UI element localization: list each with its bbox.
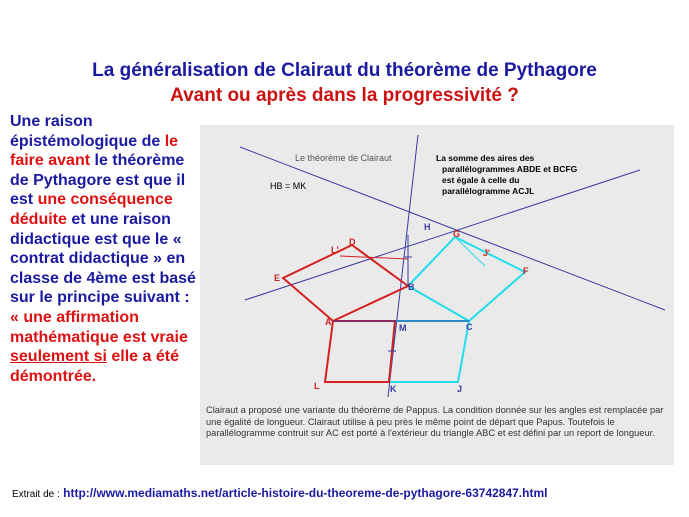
label-point-k: K bbox=[390, 384, 397, 394]
red-construction-line bbox=[340, 256, 408, 259]
text-part-3: le théorème de Pythagore est que il est bbox=[10, 152, 186, 209]
label-point-m: M bbox=[399, 323, 407, 333]
geometry-diagram bbox=[200, 125, 674, 400]
label-point-j-prime: J' bbox=[483, 248, 491, 258]
label-point-a: A bbox=[325, 317, 332, 327]
label-point-c: C bbox=[466, 322, 473, 332]
figure-caption: Clairaut a proposé une variante du théorème de Pappus. La condition donnée sur les angles est remplacée par une égalité de longueur. Clairaut utilise à peu près le même point de départ que Papus. Toutefois le parallélogramme contruit sur AC est porté à l'extérieur du triangle ABC et est défini par un report de longueur. bbox=[206, 405, 664, 438]
label-point-l: L bbox=[314, 381, 320, 391]
note-line-4: parallélogramme ACJL bbox=[442, 186, 535, 196]
label-point-b: B bbox=[408, 282, 415, 292]
note-line-2: parallélogrammes ABDE et BCFG bbox=[442, 164, 578, 174]
label-point-f: F bbox=[523, 266, 529, 276]
label-point-d: D bbox=[349, 237, 356, 247]
label-point-l-prime: L' bbox=[331, 245, 339, 255]
text-part-1: Une raison épistémologique de bbox=[10, 113, 161, 150]
relation-hb-mk: HB = MK bbox=[270, 181, 307, 191]
left-text-block bbox=[10, 112, 198, 386]
label-point-h: H bbox=[424, 222, 431, 232]
line-hk bbox=[388, 135, 418, 397]
label-point-g: G bbox=[453, 229, 461, 239]
text-part-4: une conséquence déduite bbox=[10, 191, 173, 228]
source-label: Extrait de : bbox=[12, 489, 60, 500]
slide-title: La généralisation de Clairaut du théorème de Pythagore bbox=[92, 60, 597, 81]
note-line-1: La somme des aires des bbox=[436, 153, 535, 163]
note-line-3: est égale à celle du bbox=[442, 175, 520, 185]
label-point-e: E bbox=[274, 273, 281, 283]
text-part-6: « une affirmation mathématique est vraie bbox=[10, 308, 188, 346]
text-part-7: seulement si bbox=[10, 348, 107, 366]
source-link[interactable]: http://www.mediamaths.net/article-histoire-du-theoreme-de-pythagore-63742847.html bbox=[63, 486, 548, 500]
text-part-2: le faire avant bbox=[10, 132, 179, 170]
clairaut-figure bbox=[200, 125, 674, 465]
label-point-j: J bbox=[457, 384, 463, 394]
text-part-8: elle a été démontrée. bbox=[10, 348, 179, 385]
source-line bbox=[12, 486, 547, 500]
figure-title: Le théorème de Clairaut bbox=[295, 153, 392, 163]
cyan-construction-line bbox=[455, 237, 485, 266]
text-part-5: et une raison didactique est que le « contrat didactique » en classe de 4ème est basé sur le principe suivant : bbox=[10, 210, 196, 307]
slide-subtitle: Avant ou après dans la progressivité ? bbox=[170, 85, 519, 106]
parallelogram-alkm bbox=[325, 321, 395, 382]
